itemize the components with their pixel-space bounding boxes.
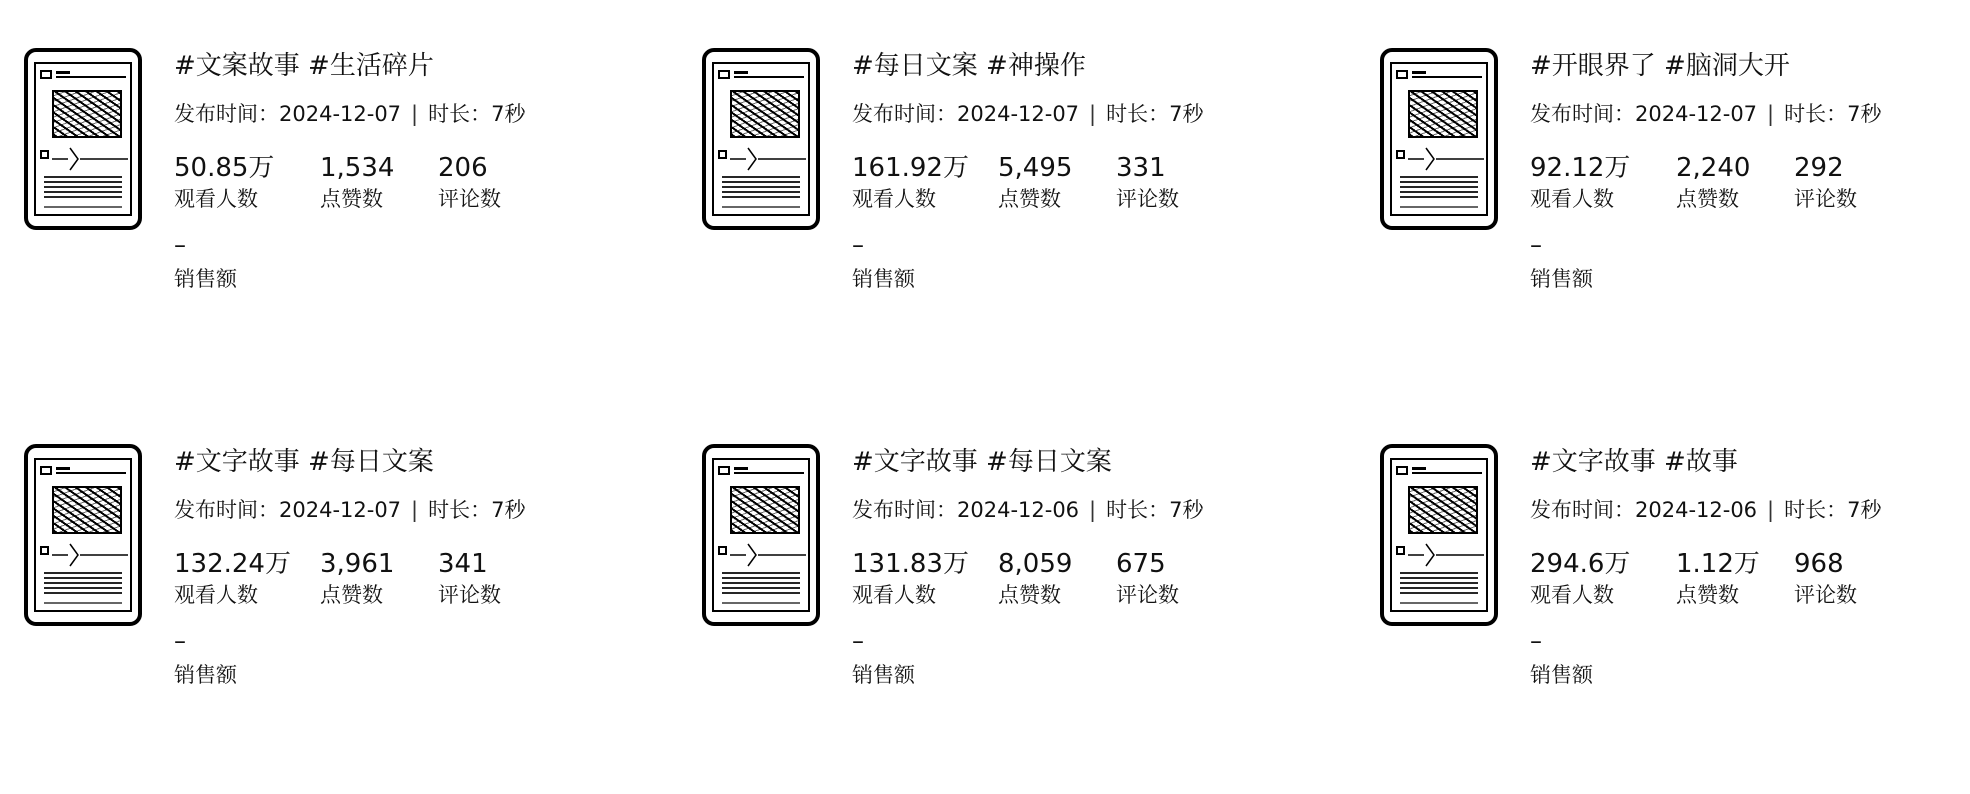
views-value: 92.12万 [1530, 153, 1631, 183]
sales-label: 销售额 [174, 267, 237, 291]
comments-label: 评论数 [438, 583, 501, 607]
publish-label: 发布时间： [174, 498, 279, 522]
views-stat [1530, 548, 1676, 610]
publish-meta [852, 496, 1342, 524]
sales-value: – [852, 627, 864, 655]
sales-stat [852, 626, 1342, 690]
comments-stat [1794, 548, 1857, 610]
sales-value: – [1530, 627, 1542, 655]
views-label: 观看人数 [174, 187, 258, 211]
views-label: 观看人数 [852, 187, 936, 211]
video-title[interactable]: #文案故事 #生活碎片 [174, 51, 434, 81]
duration-value: 7秒 [1847, 498, 1882, 522]
likes-label: 点赞数 [998, 187, 1061, 211]
duration-label: 时长： [1784, 102, 1848, 126]
likes-label: 点赞数 [1676, 583, 1739, 607]
comments-label: 评论数 [438, 187, 501, 211]
duration-label: 时长： [1784, 498, 1848, 522]
comments-label: 评论数 [1116, 583, 1179, 607]
sales-value: – [174, 627, 186, 655]
publish-meta [852, 100, 1342, 128]
views-value: 50.85万 [174, 153, 275, 183]
likes-stat [998, 548, 1116, 610]
publish-date: 2024-12-06 [1635, 498, 1758, 522]
likes-label: 点赞数 [998, 583, 1061, 607]
video-thumbnail[interactable] [1380, 48, 1498, 230]
views-stat [174, 548, 320, 610]
sales-label: 销售额 [1530, 267, 1593, 291]
likes-value: 5,495 [998, 153, 1073, 183]
views-value: 131.83万 [852, 549, 969, 579]
comments-value: 675 [1116, 549, 1166, 579]
likes-label: 点赞数 [1676, 187, 1739, 211]
video-title[interactable]: #文字故事 #每日文案 [852, 447, 1112, 477]
video-card[interactable] [1380, 434, 1970, 794]
likes-value: 1,534 [320, 153, 395, 183]
publish-meta [174, 496, 664, 524]
stats-row [174, 548, 664, 610]
sales-value: – [174, 231, 186, 259]
views-value: 132.24万 [174, 549, 291, 579]
publish-label: 发布时间： [852, 498, 957, 522]
sales-stat [174, 626, 664, 690]
sales-label: 销售额 [174, 663, 237, 687]
publish-label: 发布时间： [1530, 102, 1635, 126]
duration-value: 7秒 [491, 498, 526, 522]
meta-divider: | [1089, 102, 1097, 126]
likes-value: 1.12万 [1676, 549, 1760, 579]
stats-row [1530, 152, 1970, 214]
duration-value: 7秒 [491, 102, 526, 126]
video-thumbnail[interactable] [1380, 444, 1498, 626]
sales-label: 销售额 [1530, 663, 1593, 687]
comments-value: 968 [1794, 549, 1844, 579]
publish-date: 2024-12-07 [279, 498, 402, 522]
video-card[interactable] [24, 434, 664, 794]
views-stat [174, 152, 320, 214]
duration-value: 7秒 [1847, 102, 1882, 126]
video-title[interactable]: #文字故事 #故事 [1530, 447, 1738, 477]
publish-meta [1530, 496, 1970, 524]
comments-stat [1116, 152, 1179, 214]
publish-meta [174, 100, 664, 128]
duration-label: 时长： [428, 498, 492, 522]
comments-value: 206 [438, 153, 488, 183]
video-card[interactable] [702, 38, 1342, 398]
sales-stat [174, 230, 664, 294]
stats-row [852, 548, 1342, 610]
comments-stat [1116, 548, 1179, 610]
publish-label: 发布时间： [1530, 498, 1635, 522]
video-card[interactable] [702, 434, 1342, 794]
likes-stat [998, 152, 1116, 214]
sales-stat [852, 230, 1342, 294]
video-card[interactable] [24, 38, 664, 398]
likes-stat [320, 152, 438, 214]
duration-value: 7秒 [1169, 498, 1204, 522]
video-thumbnail[interactable] [24, 444, 142, 626]
sales-value: – [1530, 231, 1542, 259]
views-label: 观看人数 [1530, 187, 1614, 211]
duration-label: 时长： [1106, 498, 1170, 522]
comments-label: 评论数 [1794, 187, 1857, 211]
comments-stat [438, 548, 501, 610]
publish-label: 发布时间： [174, 102, 279, 126]
views-label: 观看人数 [852, 583, 936, 607]
views-label: 观看人数 [174, 583, 258, 607]
video-thumbnail[interactable] [24, 48, 142, 230]
duration-label: 时长： [1106, 102, 1170, 126]
publish-meta [1530, 100, 1970, 128]
likes-stat [1676, 152, 1794, 214]
comments-stat [1794, 152, 1857, 214]
views-stat [1530, 152, 1676, 214]
meta-divider: | [1089, 498, 1097, 522]
comments-value: 341 [438, 549, 488, 579]
stats-row [174, 152, 664, 214]
video-title[interactable]: #每日文案 #神操作 [852, 51, 1086, 81]
meta-divider: | [1767, 498, 1775, 522]
publish-date: 2024-12-06 [957, 498, 1080, 522]
video-card[interactable] [1380, 38, 1970, 398]
comments-stat [438, 152, 501, 214]
stats-row [1530, 548, 1970, 610]
publish-date: 2024-12-07 [1635, 102, 1758, 126]
sales-label: 销售额 [852, 663, 915, 687]
video-thumbnail[interactable] [702, 48, 820, 230]
publish-label: 发布时间： [852, 102, 957, 126]
duration-label: 时长： [428, 102, 492, 126]
comments-label: 评论数 [1116, 187, 1179, 211]
video-title[interactable]: #开眼界了 #脑洞大开 [1530, 51, 1790, 81]
views-value: 294.6万 [1530, 549, 1631, 579]
publish-date: 2024-12-07 [957, 102, 1080, 126]
views-value: 161.92万 [852, 153, 969, 183]
sales-label: 销售额 [852, 267, 915, 291]
comments-label: 评论数 [1794, 583, 1857, 607]
sales-value: – [852, 231, 864, 259]
duration-value: 7秒 [1169, 102, 1204, 126]
sales-stat [1530, 626, 1970, 690]
views-label: 观看人数 [1530, 583, 1614, 607]
likes-label: 点赞数 [320, 583, 383, 607]
views-stat [852, 152, 998, 214]
likes-label: 点赞数 [320, 187, 383, 211]
likes-value: 3,961 [320, 549, 395, 579]
likes-value: 2,240 [1676, 153, 1751, 183]
likes-stat [1676, 548, 1794, 610]
video-title[interactable]: #文字故事 #每日文案 [174, 447, 434, 477]
meta-divider: | [411, 498, 419, 522]
comments-value: 292 [1794, 153, 1844, 183]
publish-date: 2024-12-07 [279, 102, 402, 126]
meta-divider: | [411, 102, 419, 126]
meta-divider: | [1767, 102, 1775, 126]
views-stat [852, 548, 998, 610]
comments-value: 331 [1116, 153, 1166, 183]
likes-stat [320, 548, 438, 610]
sales-stat [1530, 230, 1970, 294]
stats-row [852, 152, 1342, 214]
video-thumbnail[interactable] [702, 444, 820, 626]
likes-value: 8,059 [998, 549, 1073, 579]
